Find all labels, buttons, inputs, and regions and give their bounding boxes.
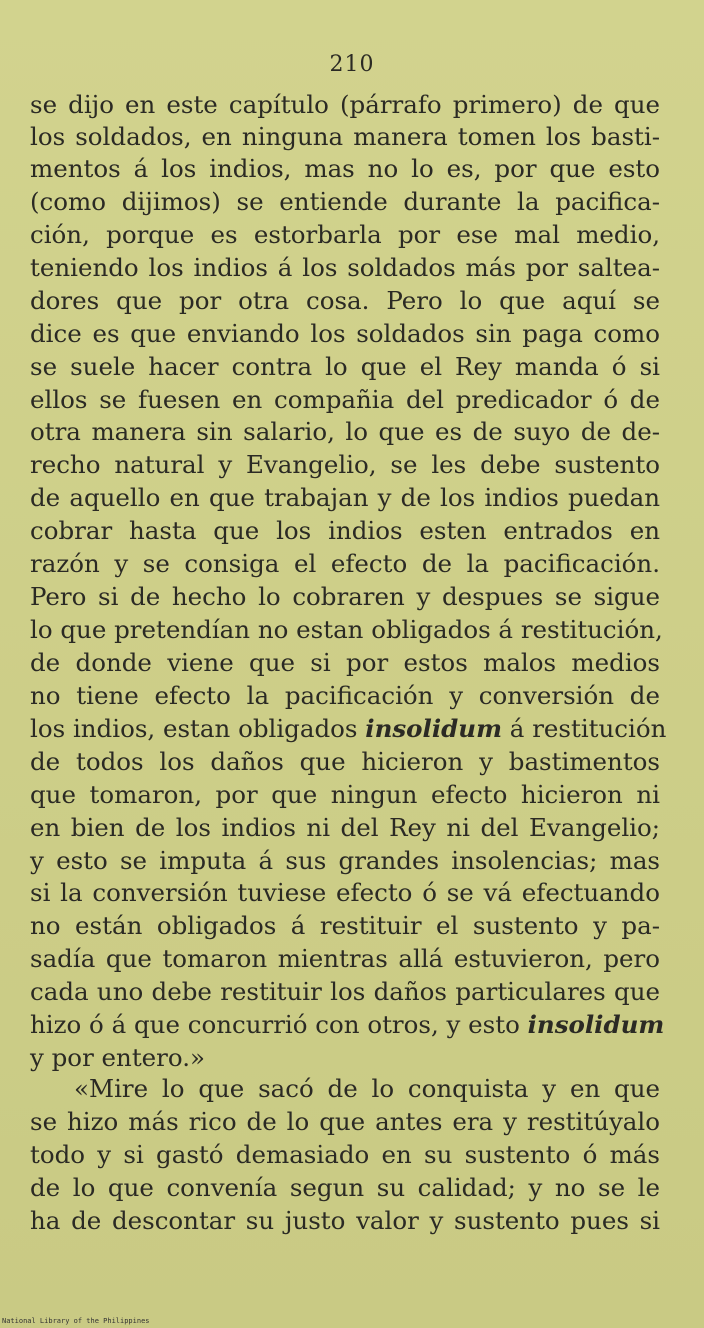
text-run: no tiene efecto la pacificación y conversión de [30,681,660,710]
library-credit: National Library of the Philippines [2,1317,150,1325]
text-line [30,613,663,647]
page-number: 210 [329,52,375,77]
text-line [30,975,660,1009]
text-run: Pero si de hecho lo cobraren y despues se sigue [30,582,660,611]
text-run: de aquello en que trabajan y de los indios puedan [30,483,660,512]
text-line [30,909,660,943]
text-run: (como dijimos) se entiende durante la pacifica- [30,187,660,216]
text-run: ción, porque es estorbarla por ese mal medio, [30,220,660,249]
text-run: se hizo más rico de lo que antes era y restitúyalo [30,1107,660,1136]
text-line [30,1041,660,1075]
text-run: se suele hacer contra lo que el Rey manda ó si [30,352,660,381]
text-run: ellos se fuesen en compañia del predicador ó de [30,385,660,414]
text-run: todo y si gastó demasiado en su sustento ó más [30,1140,660,1169]
text-run: y esto se imputa á sus grandes insolencias; mas [30,846,660,875]
text-line [30,942,660,976]
text-run: hizo ó á que concurrió con otros, y esto [30,1010,528,1039]
text-run: si la conversión tuviese efecto ó se vá efectuando [30,878,660,907]
text-run: á restitución [502,714,667,743]
text-line [30,1105,660,1139]
text-run: y por entero.» [30,1043,205,1072]
text-line [30,778,660,812]
text-line [30,547,660,581]
text-line [30,712,667,746]
text-line [30,580,660,614]
text-line [30,844,660,878]
text-run: sadía que tomaron mientras allá estuvieron, pero [30,944,660,973]
text-run: dores que por otra cosa. Pero lo que aquí se [30,286,660,315]
text-run: razón y se consiga el efecto de la pacificación. [30,549,660,578]
text-line [30,251,660,285]
text-run: cada uno debe restituir los daños particulares que [30,977,660,1006]
text-line [30,745,660,779]
text-line [30,1138,660,1172]
text-run: ha de descontar su justo valor y sustento pues si [30,1206,660,1235]
text-line [30,646,660,680]
text-run: dice es que enviando los soldados sin paga como [30,319,660,348]
text-line [30,1204,660,1238]
text-line [30,317,660,351]
italic-term: insolidum [365,714,503,743]
text-line [30,350,660,384]
text-run: los indios, estan obligados [30,714,366,743]
text-run: «Mire lo que sacó de lo conquista y en que [74,1074,660,1103]
text-line [30,1008,665,1042]
text-run: de todos los daños que hicieron y bastimentos [30,747,660,776]
text-line [30,481,660,515]
text-run: en bien de los indios ni del Rey ni del Evangelio; [30,813,660,842]
text-line [30,415,660,449]
text-run: los soldados, en ninguna manera tomen los basti- [30,122,660,151]
text-run: mentos á los indios, mas no lo es, por que esto [30,154,660,183]
text-run: lo que pretendían no estan obligados á restitución, [30,615,663,644]
text-run: no están obligados á restituir el sustento y pa- [30,911,660,940]
text-run: cobrar hasta que los indios esten entrados en [30,516,660,545]
text-run: teniendo los indios á los soldados más por saltea- [30,253,660,282]
text-line [74,1072,660,1106]
text-run: que tomaron, por que ningun efecto hicieron ni [30,780,660,809]
text-run: recho natural y Evangelio, se les debe sustento [30,450,660,479]
text-line [30,88,660,122]
text-line [30,152,660,186]
text-run: se dijo en este capítulo (párrafo primero) de que [30,90,660,119]
text-line [30,876,660,910]
text-run: otra manera sin salario, lo que es de suyo de de- [30,417,660,446]
text-line [30,284,660,318]
text-line [30,383,660,417]
italic-term: insolidum [527,1010,665,1039]
text-run: de donde viene que si por estos malos medios [30,648,660,677]
text-line [30,811,660,845]
text-run: de lo que convenía segun su calidad; y no se le [30,1173,660,1202]
text-line [30,679,660,713]
text-line [30,1171,660,1205]
text-line [30,120,660,154]
text-line [30,185,660,219]
text-line [30,448,660,482]
text-line [30,514,660,548]
text-line [30,218,660,252]
